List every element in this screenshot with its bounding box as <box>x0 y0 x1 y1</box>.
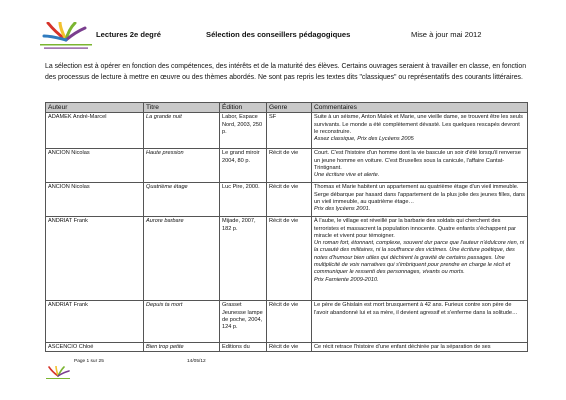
institution-logo-icon <box>38 22 94 52</box>
cell-title: La grande nuit <box>144 113 220 149</box>
cell-author: ADAMEK André-Marcel <box>46 113 144 149</box>
document-title: Sélection des conseillers pédagogiques <box>206 30 351 39</box>
cell-comment-text: Ce récit retrace l'histoire d'une enfant déchirée par la séparation de ses <box>314 344 491 351</box>
cell-author-text: ASCENCIO Chloé <box>48 344 94 351</box>
cell-edition: Le grand miroir 2004, 80 p. <box>220 149 267 183</box>
book-selection-table <box>45 102 528 352</box>
cell-title: Haute pression <box>144 149 220 183</box>
cell-author: ANCION Nicolas <box>46 149 144 183</box>
cell-title: Aurore barbare <box>144 217 220 301</box>
cell-comment <box>312 183 528 217</box>
cell-genre: SF <box>267 113 312 149</box>
table-header-row <box>46 103 528 113</box>
cell-edition: Grasset Jeunesse lampe de poche, 2004, 124 p. <box>220 301 267 343</box>
cell-comment <box>312 343 528 352</box>
document-section-title: Lectures 2e degré <box>96 30 161 39</box>
update-date: Mise à jour mai 2012 <box>411 30 482 39</box>
cell-genre: Récit de vie <box>267 217 312 301</box>
cell-genre: Récit de vie <box>267 183 312 217</box>
cell-author: ANCION Nicolas <box>46 183 144 217</box>
comment-text: À l'aube, le village est réveillé par la barbarie des soldats qui cherchent des terroristes et massacrent la population innocente. Quatre enfants s'échappent par miracle et vivent pour témoigner. <box>314 218 516 239</box>
cell-comment: Le père de Ghislain est mort brusquement à 42 ans. Furieux contre son père de l'avoir abandonné lui et sa mère, il devient agressif et s'enferme dans la solitude… <box>312 301 528 343</box>
table-row <box>46 217 528 301</box>
comment-award: Prix Farniente 2009-2010. <box>314 276 379 283</box>
cell-title: Quatrième étage <box>144 183 220 217</box>
cell-genre-text: Récit de vie <box>269 344 299 351</box>
comment-text: Thomas et Marie habitent un appartement au quatrième étage d'un vieil immeuble. Serge débarque par hasard dans l'appartement de la plus jolie des jeunes filles, dans un vieil immeuble, au quatrième étage… <box>314 184 525 205</box>
cell-genre: Récit de vie <box>267 301 312 343</box>
comment-note: Une écriture vive et alerte. <box>314 172 380 179</box>
cell-edition: Labor, Espace Nord, 2003, 250 p. <box>220 113 267 149</box>
column-header-comments: Commentaires <box>312 103 528 113</box>
comment-note: Un roman fort, étonnant, complexe, souvent dur parce que l'auteur n'édulcore rien, ni la cruauté des militaires, ni la souffrance des victimes. Une écriture poétique, des notes d'humour bien utiles qui déchirent la gravité de certains passages. Une multiplicité de voix narratives qui s'imbriquent pour prendre en charge le récit et communiquer le ressenti des personnages, vivants ou morts. <box>314 240 525 276</box>
table-row <box>46 113 528 149</box>
comment-note: Prix des lycéens 2001. <box>314 206 371 213</box>
comment-text: Court. C'est l'histoire d'un homme dont la vie bascule un soir d'été lorsqu'il renverse un jeune homme en voiture. C'est Bruxelles sous la canicule, l'affaire Cantat-Trintignant. <box>314 150 521 171</box>
column-header-genre: Genre <box>267 103 312 113</box>
page-number: Page 1 sur 25 <box>74 359 104 364</box>
footer-logo-icon <box>44 366 72 380</box>
cell-title <box>144 343 220 352</box>
cell-edition-text: Éditions du <box>222 344 250 351</box>
cell-edition <box>220 343 267 352</box>
column-header-edition: Édition <box>220 103 267 113</box>
cell-author: ANDRIAT Frank <box>46 301 144 343</box>
table-row <box>46 343 528 352</box>
cell-title: Depuis ta mort <box>144 301 220 343</box>
cell-comment <box>312 217 528 301</box>
column-header-title: Titre <box>144 103 220 113</box>
cell-genre: Récit de vie <box>267 149 312 183</box>
comment-text: Suite à un séisme, Anton Malek et Marie, une vieille dame, se trouvent être les seuls survivants. Le monde a été complètement dévasté. Les quelques rescapés devront le reconstruire. <box>314 114 523 135</box>
cell-genre <box>267 343 312 352</box>
column-header-author: Auteur <box>46 103 144 113</box>
cell-comment <box>312 149 528 183</box>
table-row <box>46 149 528 183</box>
cell-author <box>46 343 144 352</box>
cell-edition: Mijade, 2007, 182 p. <box>220 217 267 301</box>
footer-date: 14/05/12 <box>187 359 206 364</box>
cell-title-text: Bien trop petite <box>146 344 184 351</box>
intro-paragraph: La sélection est à opérer en fonction des compétences, des intérêts et de la maturité des élèves. Certains ouvrages seraient à travailler en classe, en fonction des processus de lecture à mettre en œuvre ou des thèmes abordés. Ne sont pas repris les textes dits "classiques" ou représentatifs des courants littéraires. <box>45 63 527 81</box>
comment-note: Assez classique, Prix des Lycéens 2005 <box>314 136 414 143</box>
cell-author: ANDRIAT Frank <box>46 217 144 301</box>
cell-comment <box>312 113 528 149</box>
table-row <box>46 301 528 343</box>
cell-edition: Luc Pire, 2000. <box>220 183 267 217</box>
table-row <box>46 183 528 217</box>
